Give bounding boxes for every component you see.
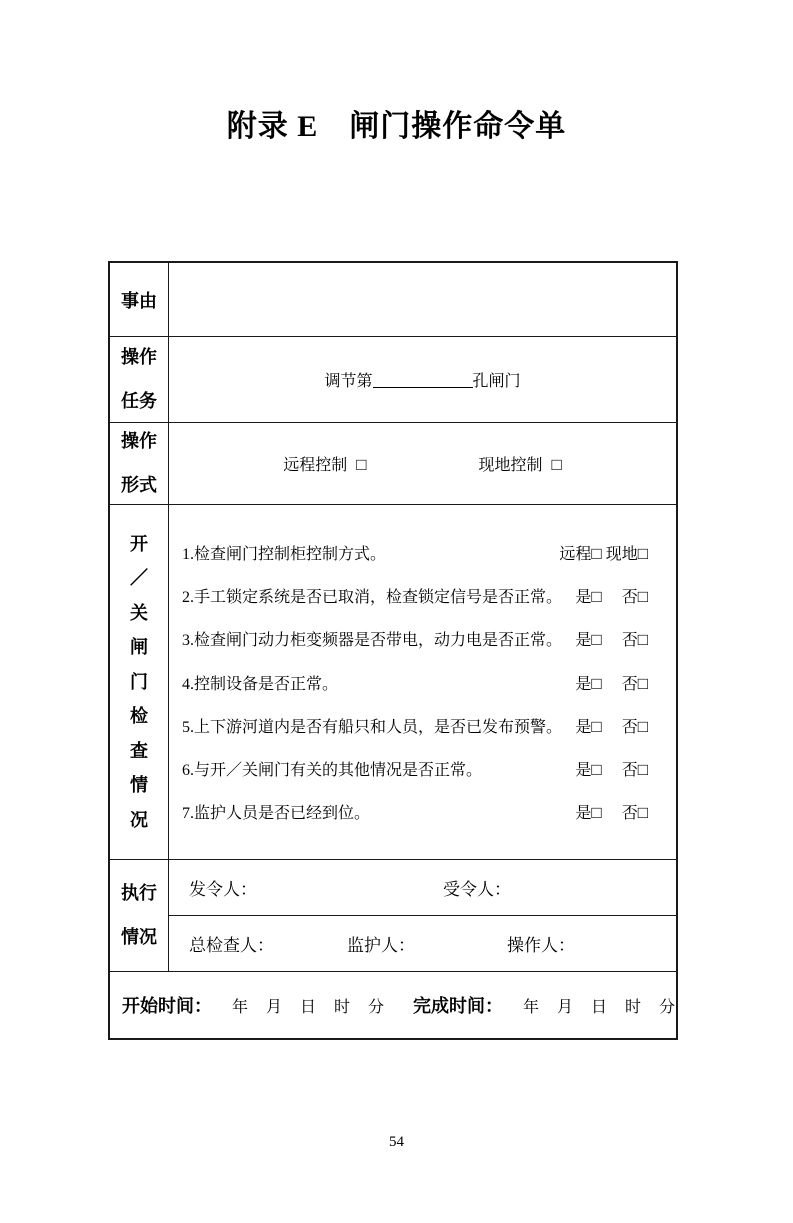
page-number: 54: [389, 1134, 404, 1150]
checklist-item-4: [169, 671, 676, 694]
checklist-item-5: [169, 714, 676, 737]
reason-label: 事由: [121, 290, 157, 311]
mode-option-remote-label: 远程控制: [283, 457, 348, 474]
execution-label: 执行情况: [120, 883, 157, 947]
receiver-field-label: 受令人：: [443, 880, 511, 899]
gate-operation-form-table: [108, 261, 678, 1040]
answer-label: 否: [621, 632, 638, 650]
checklist-item-text: 4.控制设备是否正常。: [182, 675, 339, 693]
reason-label-cell: [110, 263, 169, 337]
mode-option-local: [479, 452, 562, 475]
answer-checkbox[interactable]: □: [637, 673, 648, 693]
start-time-label: 开始时间：: [122, 996, 212, 1016]
mode-value-cell: [169, 423, 676, 505]
answer-checkbox[interactable]: □: [637, 802, 648, 822]
answer-option: [622, 589, 648, 606]
task-value-cell: [169, 337, 676, 423]
remote-control-checkbox[interactable]: □: [356, 455, 367, 474]
answer-label: 是: [575, 675, 592, 693]
answer-label: 是: [575, 589, 592, 607]
answer-checkbox[interactable]: □: [637, 587, 648, 607]
answer-checkbox[interactable]: □: [591, 716, 602, 736]
answer-label: 现地: [605, 546, 638, 564]
checklist-cell: [169, 505, 676, 860]
answer-option: [606, 546, 648, 563]
execution-row-2: [169, 916, 676, 972]
checklist-item-text: 3.检查闸门动力柜变频器是否带电，动力电是否正常。: [182, 632, 563, 650]
answer-checkbox[interactable]: □: [591, 673, 602, 693]
task-suffix: 孔闸门: [472, 373, 521, 390]
checklist-item-text: 5.上下游河道内是否有船只和人员，是否已发布预警。: [182, 718, 563, 736]
answer-checkbox[interactable]: □: [591, 630, 602, 650]
mode-label-cell: [110, 423, 169, 505]
page-title: 附录 E 闸门操作命令单: [226, 110, 567, 143]
end-time-label: 完成时间：: [413, 996, 504, 1016]
local-control-checkbox[interactable]: □: [551, 455, 562, 474]
task-label-cell: [110, 337, 169, 423]
checklist-item-text: 6.与开／关闸门有关的其他情况是否正常。: [182, 761, 483, 779]
answer-option: [621, 673, 648, 693]
answer-option: [575, 632, 601, 649]
answer-label: 否: [621, 804, 638, 822]
checklist-label: 开／关闸门检查情况: [129, 533, 148, 830]
answer-checkbox[interactable]: □: [637, 630, 648, 650]
answer-checkbox[interactable]: □: [591, 587, 602, 607]
answer-label: 是: [575, 632, 592, 650]
chief-inspector-field-label: 总检查人：: [189, 936, 274, 955]
answer-option: [575, 802, 602, 822]
answer-label: 远程: [559, 546, 592, 564]
checklist-item-2: [169, 584, 676, 607]
supervisor-field-label: 监护人：: [347, 936, 415, 955]
answer-option: [559, 546, 601, 563]
checklist-item-1: [169, 541, 676, 564]
issuer-field-label: 发令人：: [189, 880, 257, 899]
answer-label: 是: [575, 761, 592, 779]
gate-number-blank-field: [373, 371, 473, 388]
reason-value-cell: [169, 263, 676, 337]
answer-option: [575, 673, 602, 693]
answer-option: [575, 589, 601, 606]
start-time-value: 年 月 日 时 分: [232, 998, 386, 1016]
answer-checkbox[interactable]: □: [591, 544, 602, 564]
answer-checkbox[interactable]: □: [591, 802, 602, 822]
answer-label: 是: [575, 804, 592, 822]
task-label: 操作任务: [120, 347, 157, 411]
end-time-value: 年 月 日 时 分: [523, 998, 677, 1016]
answer-checkbox[interactable]: □: [637, 759, 648, 779]
checklist-item-text: 1.检查闸门控制柜控制方式。: [182, 546, 387, 564]
mode-option-remote: [283, 452, 366, 475]
execution-row-1: [169, 860, 676, 916]
answer-option: [622, 632, 648, 649]
checklist-item-text: 2.手工锁定系统是否已取消，检查锁定信号是否正常。: [182, 589, 563, 607]
checklist-item-text: 7.监护人员是否已经到位。: [182, 804, 371, 822]
execution-label-cell: [110, 860, 169, 972]
answer-label: 否: [621, 761, 638, 779]
answer-checkbox[interactable]: □: [637, 716, 648, 736]
answer-option: [621, 759, 648, 779]
answer-label: 否: [621, 718, 638, 736]
mode-option-local-label: 现地控制: [478, 457, 543, 474]
answer-checkbox[interactable]: □: [591, 759, 602, 779]
checklist-item-7: [169, 800, 676, 823]
answer-option: [621, 802, 648, 822]
task-prefix: 调节第: [324, 373, 373, 390]
answer-option: [621, 716, 648, 736]
checklist-label-cell: [110, 505, 169, 860]
answer-label: 是: [575, 718, 592, 736]
checklist-item-3: [169, 627, 676, 650]
time-row: [110, 972, 676, 1038]
answer-checkbox[interactable]: □: [637, 544, 648, 564]
answer-label: 否: [621, 675, 638, 693]
operator-field-label: 操作人：: [507, 936, 575, 955]
answer-label: 否: [621, 589, 638, 607]
checklist-item-6: [169, 757, 676, 780]
answer-option: [575, 759, 602, 779]
mode-label: 操作形式: [120, 431, 157, 495]
answer-option: [575, 716, 602, 736]
